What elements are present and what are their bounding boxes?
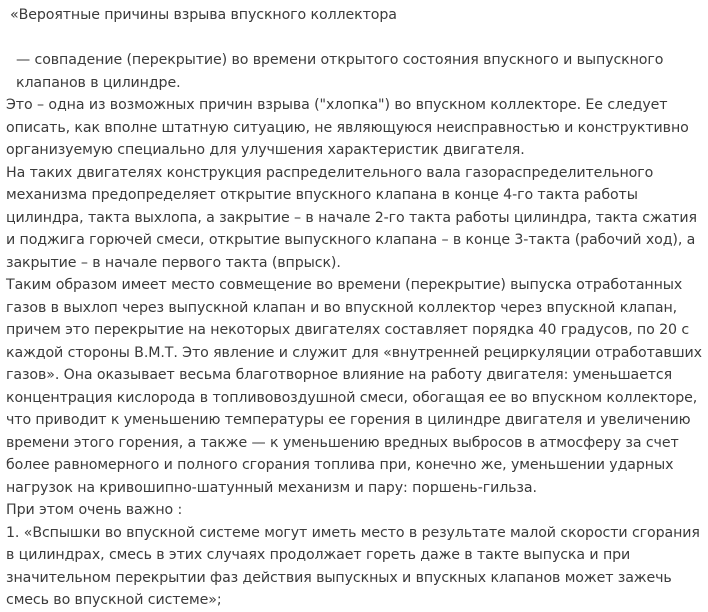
paragraph-important-note: При этом очень важно : [6,502,183,518]
article-title: «Вероятные причины взрыва впускного коллектора [10,7,397,23]
paragraph-list-item-1: 1. «Вспышки во впускной системе могут иметь место в результате малой скорости сгорания в цилиндрах, смесь в этих случаях продолжает гореть даже в такте выпуска и при значительном перекрытии фаз действия выпускных и впускных клапанов может зажечь смесь во впускной системе»; [6,524,700,608]
paragraph-backfire-cause: Это – одна из возможных причин взрыва ("хлопка") во впускном коллекторе. Ее следует описать, как вполне штатную ситуацию, не являющуюся неисправностью и конструктивно организуемую специально для улучшения характеристик двигателя. [6,97,689,158]
paragraph-overlap-definition: — совпадение (перекрытие) во времени открытого состояния впускного и выпускного клапанов в цилиндре. [16,52,664,91]
paragraph-camshaft-timing: На таких двигателях конструкция распределительного вала газораспределительного механизма предопределяет открытие впускного клапана в конце 4-го такта работы цилиндра, такта выхлопа, а закрытие – в начале 2-го такта работы цилиндра, такта сжатия и поджига горючей смеси, открытие выпускного клапана – в конце 3-такта (рабочий ход), а закрытие – в начале первого такта (впрыск). [6,164,697,271]
paragraph-recirculation: Таким образом имеет место совмещение во времени (перекрытие) выпуска отработанных газов в выхлоп через выпускной клапан и во впускной коллектор через впускной клапан, причем это перекрытие на некоторых двигателях составляет порядка 40 градусов, по 20 с каждой стороны В.М.Т. Это явление и служит для «внутренней рециркуляции отработавших газов». Она оказывает весьма благотворное влияние на работу двигателя: уменьшается концентрация кислорода в топливовоздушной смеси, обогащая ее во впускном коллекторе, что приводит к уменьшению температуры ее горения в цилиндре двигателя и увеличению времени этого горения, а также — к уменьшению вредных выбросов в атмосферу за счет более равномерного и полного сгорания топлива при, конечно же, уменьшении ударных нагрузок на кривошипно-шатунный механизм и пару: поршень-гильза. [6,277,702,496]
article-body [6,4,704,612]
